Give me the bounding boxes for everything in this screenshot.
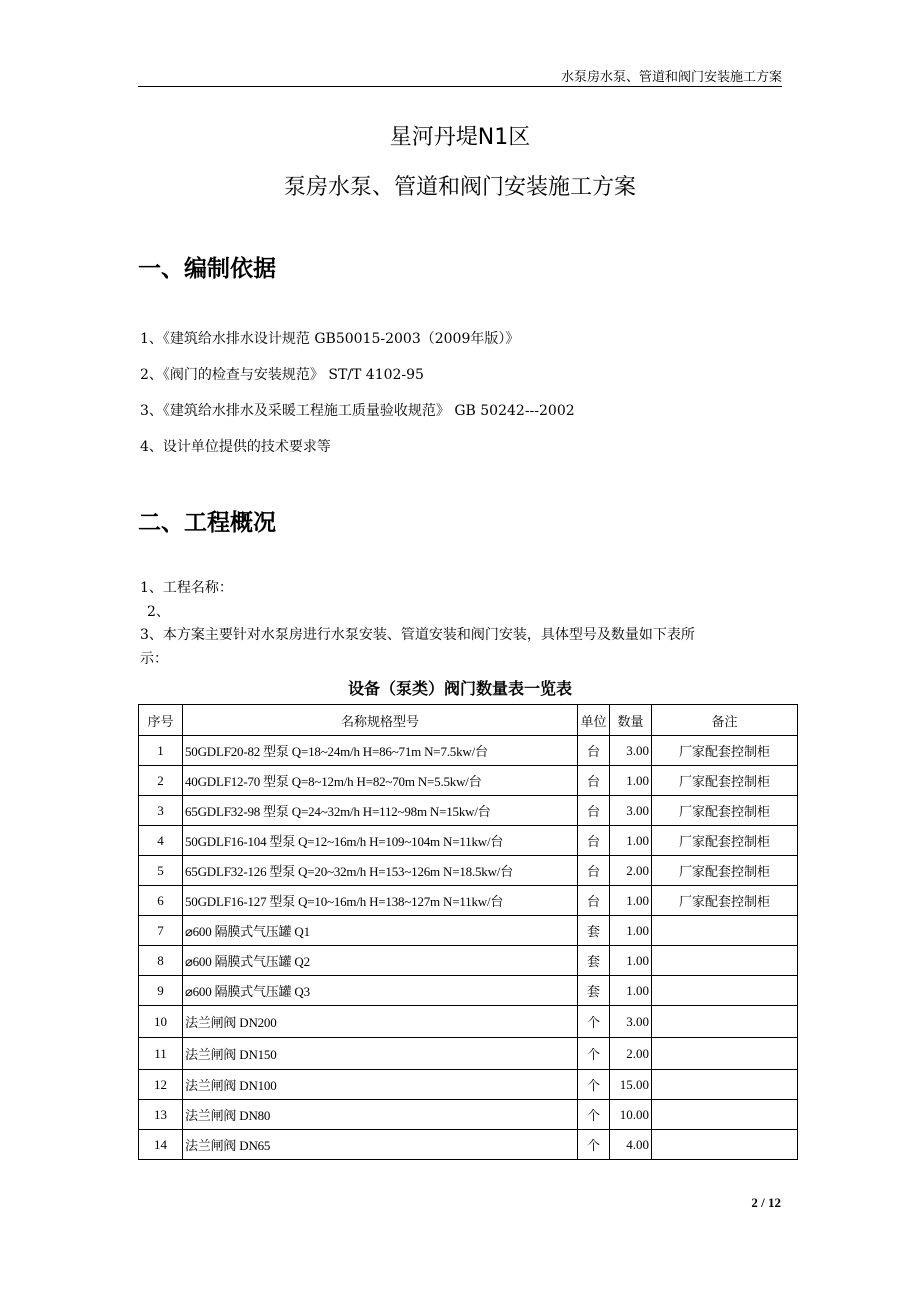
cell-qty: 1.00 <box>610 976 652 1006</box>
page-number: 2 / 12 <box>751 1195 781 1210</box>
section2-item: 1、工程名称： <box>140 580 233 596</box>
cell-note: 厂家配套控制柜 <box>652 856 798 886</box>
cell-name: 法兰闸阀 DN100 <box>183 1070 578 1100</box>
cell-no: 12 <box>139 1070 183 1100</box>
equipment-quantity-table <box>138 704 798 1160</box>
table-row <box>139 1070 798 1100</box>
table-row <box>139 976 798 1006</box>
cell-unit: 台 <box>578 826 610 856</box>
table-row <box>139 856 798 886</box>
cell-qty: 1.00 <box>610 886 652 916</box>
cell-no: 13 <box>139 1100 183 1130</box>
cell-qty: 10.00 <box>610 1100 652 1130</box>
cell-name: 法兰闸阀 DN65 <box>183 1130 578 1160</box>
column-header-unit: 单位 <box>578 705 610 736</box>
table-row <box>139 886 798 916</box>
table-row <box>139 916 798 946</box>
header-rule <box>138 86 782 87</box>
cell-name: 65GDLF32-98 型泵 Q=24~32m/h H=112~98m N=15kw/台 <box>183 796 578 826</box>
cell-no: 14 <box>139 1130 183 1160</box>
cell-note: 厂家配套控制柜 <box>652 826 798 856</box>
cell-unit: 个 <box>578 1130 610 1160</box>
cell-qty: 1.00 <box>610 946 652 976</box>
cell-note <box>652 976 798 1006</box>
cell-qty: 3.00 <box>610 1006 652 1038</box>
section2-item-continued: 示： <box>140 651 168 667</box>
cell-name: 50GDLF16-127 型泵 Q=10~16m/h H=138~127m N=11kw/台 <box>183 886 578 916</box>
cell-name: ⌀600 隔膜式气压罐 Q2 <box>183 946 578 976</box>
cell-no: 11 <box>139 1038 183 1070</box>
cell-qty: 2.00 <box>610 1038 652 1070</box>
cell-unit: 套 <box>578 916 610 946</box>
cell-qty: 1.00 <box>610 916 652 946</box>
table-header-row <box>139 705 798 736</box>
table-row <box>139 826 798 856</box>
cell-note: 厂家配套控制柜 <box>652 766 798 796</box>
column-header-note: 备注 <box>652 705 798 736</box>
cell-unit: 台 <box>578 886 610 916</box>
cell-qty: 2.00 <box>610 856 652 886</box>
table-row <box>139 946 798 976</box>
section1-item: 4、设计单位提供的技术要求等 <box>140 439 331 455</box>
table-row <box>139 766 798 796</box>
cell-unit: 个 <box>578 1038 610 1070</box>
table-row <box>139 1100 798 1130</box>
cell-no: 4 <box>139 826 183 856</box>
cell-no: 9 <box>139 976 183 1006</box>
cell-unit: 套 <box>578 946 610 976</box>
cell-no: 1 <box>139 736 183 766</box>
running-header: 水泵房水泵、管道和阀门安装施工方案 <box>560 70 782 85</box>
cell-name: 50GDLF16-104 型泵 Q=12~16m/h H=109~104m N=11kw/台 <box>183 826 578 856</box>
cell-name: ⌀600 隔膜式气压罐 Q3 <box>183 976 578 1006</box>
column-header-name: 名称规格型号 <box>183 705 578 736</box>
section1-item: 1、《建筑给水排水设计规范 GB50015-2003（2009年版）》 <box>140 331 520 347</box>
cell-note <box>652 1006 798 1038</box>
table-row <box>139 1038 798 1070</box>
cell-note: 厂家配套控制柜 <box>652 886 798 916</box>
cell-no: 6 <box>139 886 183 916</box>
cell-unit: 台 <box>578 796 610 826</box>
document-title-line1: 星河丹堤N1区 <box>389 125 531 150</box>
table-title: 设备（泵类）阀门数量表一览表 <box>347 679 572 698</box>
cell-no: 10 <box>139 1006 183 1038</box>
cell-name: 40GDLF12-70 型泵 Q=8~12m/h H=82~70m N=5.5kw/台 <box>183 766 578 796</box>
column-header-no: 序号 <box>139 705 183 736</box>
section2-heading: 二、工程概况 <box>138 510 276 536</box>
cell-unit: 个 <box>578 1100 610 1130</box>
cell-no: 3 <box>139 796 183 826</box>
cell-unit: 台 <box>578 856 610 886</box>
cell-name: 法兰闸阀 DN150 <box>183 1038 578 1070</box>
cell-qty: 3.00 <box>610 796 652 826</box>
table-row <box>139 736 798 766</box>
cell-unit: 个 <box>578 1070 610 1100</box>
cell-note <box>652 1130 798 1160</box>
section1-item: 2、《阀门的检查与安装规范》 ST/T 4102-95 <box>140 367 424 383</box>
section1-item: 3、《建筑给水排水及采暖工程施工质量验收规范》 GB 50242---2002 <box>140 403 575 419</box>
document-title-line2: 泵房水泵、管道和阀门安装施工方案 <box>283 175 636 200</box>
cell-name: 法兰闸阀 DN80 <box>183 1100 578 1130</box>
cell-no: 2 <box>139 766 183 796</box>
cell-name: 法兰闸阀 DN200 <box>183 1006 578 1038</box>
cell-no: 8 <box>139 946 183 976</box>
cell-note: 厂家配套控制柜 <box>652 796 798 826</box>
section2-item: 2、 <box>147 604 170 620</box>
cell-name: ⌀600 隔膜式气压罐 Q1 <box>183 916 578 946</box>
cell-no: 7 <box>139 916 183 946</box>
cell-unit: 个 <box>578 1006 610 1038</box>
table-row <box>139 1006 798 1038</box>
cell-note <box>652 916 798 946</box>
cell-qty: 1.00 <box>610 766 652 796</box>
cell-note: 厂家配套控制柜 <box>652 736 798 766</box>
cell-unit: 套 <box>578 976 610 1006</box>
table-row <box>139 1130 798 1160</box>
cell-qty: 1.00 <box>610 826 652 856</box>
section1-heading: 一、编制依据 <box>138 256 276 282</box>
cell-note <box>652 1070 798 1100</box>
cell-name: 65GDLF32-126 型泵 Q=20~32m/h H=153~126m N=18.5kw/台 <box>183 856 578 886</box>
cell-name: 50GDLF20-82 型泵 Q=18~24m/h H=86~71m N=7.5kw/台 <box>183 736 578 766</box>
cell-no: 5 <box>139 856 183 886</box>
section2-item: 3、本方案主要针对水泵房进行水泵安装、管道安装和阀门安装，具体型号及数量如下表所 <box>140 627 695 643</box>
cell-note <box>652 946 798 976</box>
cell-qty: 15.00 <box>610 1070 652 1100</box>
cell-note <box>652 1100 798 1130</box>
cell-note <box>652 1038 798 1070</box>
cell-qty: 3.00 <box>610 736 652 766</box>
cell-unit: 台 <box>578 766 610 796</box>
table-row <box>139 796 798 826</box>
cell-unit: 台 <box>578 736 610 766</box>
column-header-qty: 数量 <box>610 705 652 736</box>
cell-qty: 4.00 <box>610 1130 652 1160</box>
